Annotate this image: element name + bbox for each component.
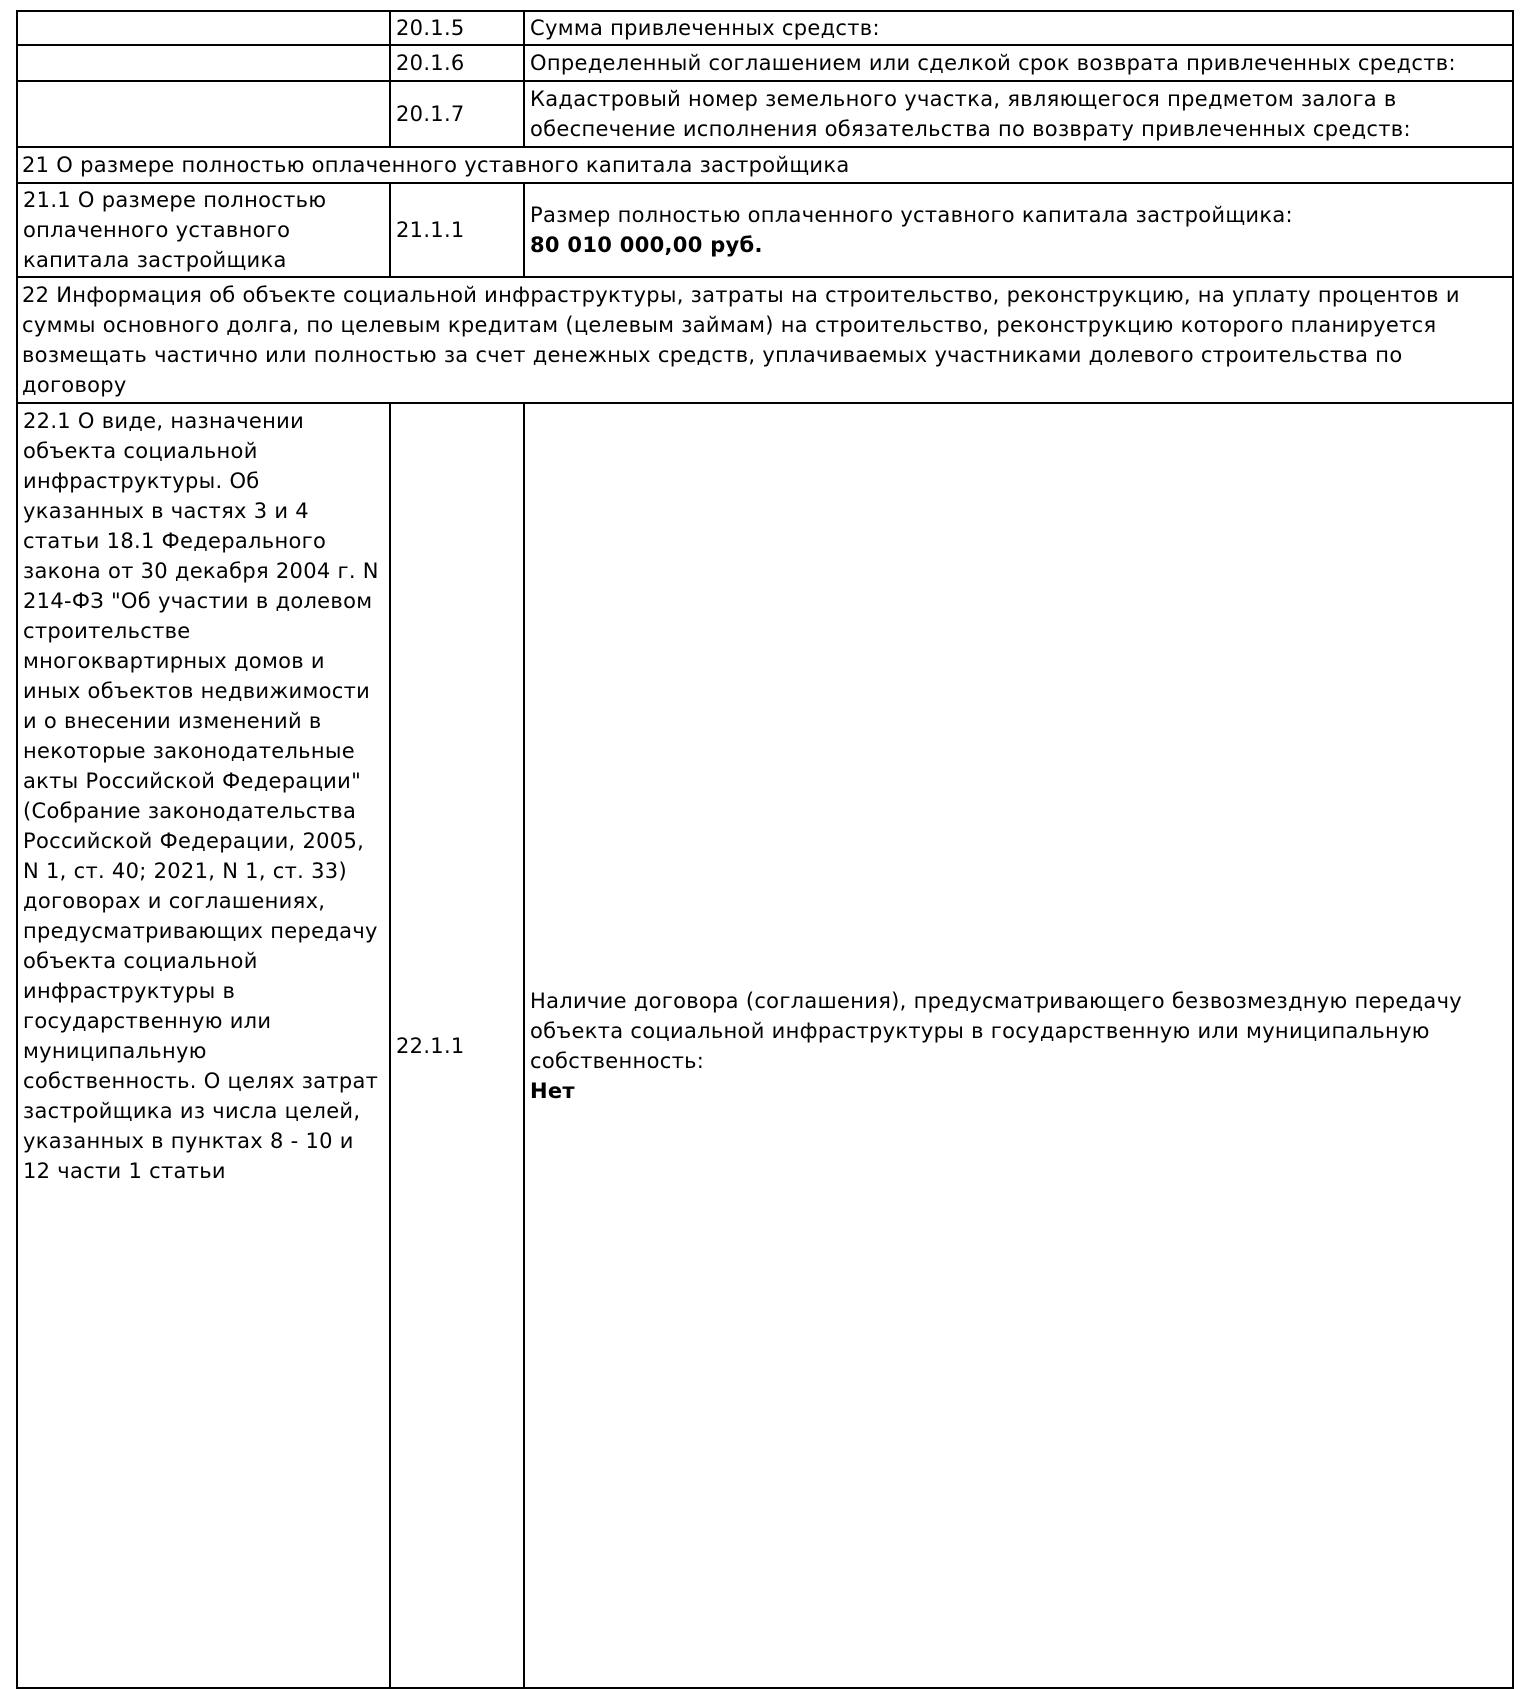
cell-item-number: 20.1.7	[390, 81, 524, 147]
description-text: Размер полностью оплаченного уставного капитала застройщика:	[530, 203, 1293, 227]
value-text: Нет	[530, 1078, 575, 1103]
cell-description	[524, 403, 1513, 1688]
section-header-22: 22 Информация об объекте социальной инфраструктуры, затраты на строительство, реконструкцию, на уплату процентов и суммы основного долга, по целевым кредитам (целевым займам) на строительство, реконструкцию которого планируется возмещать частично или полностью за счет денежных средств, уплачиваемых участниками долевого строительства по договору	[17, 277, 1513, 403]
cell-left-label	[17, 81, 390, 147]
section-header-21: 21 О размере полностью оплаченного уставного капитала застройщика	[17, 147, 1513, 183]
declaration-table	[16, 10, 1514, 1689]
cell-description	[524, 11, 1513, 45]
value-text: 80 010 000,00 руб.	[530, 233, 763, 257]
table-row	[17, 45, 1513, 81]
cell-item-number: 22.1.1	[390, 403, 524, 1688]
cell-description	[524, 81, 1513, 147]
description-text: Наличие договора (соглашения), предусматривающего безвозмездную передачу объекта социальной инфраструктуры в государственную или муниципальную собственность:	[530, 988, 1463, 1073]
table-row	[17, 81, 1513, 147]
cell-left-label	[17, 11, 390, 45]
description-text: Кадастровый номер земельного участка, являющегося предметом залога в обеспечение исполнения обязательства по возврату привлеченных средств:	[530, 87, 1411, 141]
declaration-document-page	[16, 10, 1512, 1689]
description-text: Сумма привлеченных средств:	[530, 16, 880, 40]
cell-item-number: 20.1.5	[390, 11, 524, 45]
cell-left-label: 21.1 О размере полностью оплаченного уставного капитала застройщика	[17, 183, 390, 277]
cell-item-number: 20.1.6	[390, 45, 524, 81]
cell-item-number: 21.1.1	[390, 183, 524, 277]
section-header-row	[17, 147, 1513, 183]
table-row	[17, 183, 1513, 277]
cell-description	[524, 183, 1513, 277]
section-header-row	[17, 277, 1513, 403]
description-text: Определенный соглашением или сделкой срок возврата привлеченных средств:	[530, 51, 1456, 75]
table-row	[17, 403, 1513, 1688]
cell-description	[524, 45, 1513, 81]
cell-left-label	[17, 45, 390, 81]
table-row	[17, 11, 1513, 45]
cell-left-label: 22.1 О виде, назначении объекта социальной инфраструктуры. Об указанных в частях 3 и 4 статьи 18.1 Федерального закона от 30 декабря 2004 г. N 214-ФЗ "Об участии в долевом строительстве многоквартирных домов и иных объектов недвижимости и о внесении изменений в некоторые законодательные акты Российской Федерации" (Собрание законодательства Российской Федерации, 2005, N 1, ст. 40; 2021, N 1, ст. 33) договорах и соглашениях, предусматривающих передачу объекта социальной инфраструктуры в государственную или муниципальную собственность. О целях затрат застройщика из числа целей, указанных в пунктах 8 - 10 и 12 части 1 статьи	[17, 403, 390, 1688]
